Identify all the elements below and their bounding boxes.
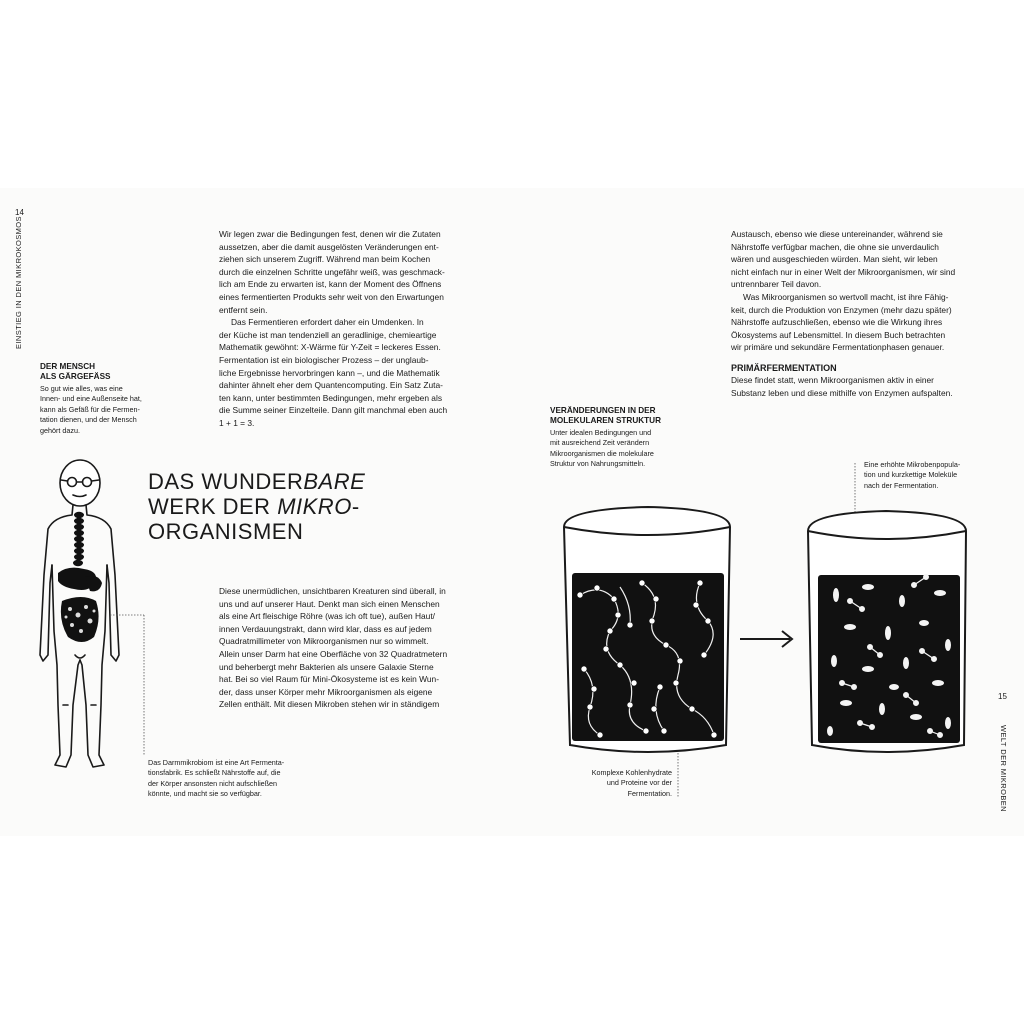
text-line: als eine Art fleischige Röhre (was ich oft tue), außen Haut/	[219, 611, 435, 622]
sidebar-line: So gut wie alles, was eine	[40, 384, 123, 393]
chapter-title	[148, 469, 365, 544]
diagram-heading-line2: MOLEKULAREN STRUKTUR	[550, 416, 661, 425]
text-line: Fermentation ist ein biologischer Prozess – der unglaub-	[219, 354, 429, 365]
fermentation-jars-illustration	[550, 455, 990, 800]
title-text: WERK DER	[148, 494, 278, 519]
sidebar-line: tation dienen, und der Mensch	[40, 415, 137, 425]
text-line: Wir legen zwar die Bedingungen fest, denen wir die Zutaten	[219, 229, 441, 239]
text-line: Nährstoffe aufzuschließen, ebenso wie die Wirkung ihres	[731, 317, 943, 328]
text-line: innen Verdauungstrakt, dann wird klar, dass es auf jedem	[219, 623, 432, 634]
diagram-text-line: Struktur von Nahrungsmitteln.	[550, 459, 646, 469]
text-line: eines fermentierten Produkts sehr weit von den Erwartungen	[219, 291, 444, 302]
text-line: keit, durch die Produktion von Enzymen (mehr dazu später)	[731, 304, 952, 315]
text-line: und beherbergt mehr Bakterien als unsere Galaxie Sterne	[219, 661, 434, 672]
arrow-icon	[740, 631, 792, 647]
section-heading: PRIMÄRFERMENTATION	[731, 362, 837, 373]
caption-line: Fermentation.	[627, 788, 672, 798]
diagram-text-line: mit ausreichend Zeit verändern	[550, 438, 650, 448]
text-line: Das Fermentieren erfordert daher ein Umdenken. In	[231, 317, 424, 328]
sidebar-text	[40, 384, 170, 436]
caption-line: tionsfabrik. Es schließt Nährstoffe auf, die	[148, 768, 281, 778]
text-line: Mathematik gewöhnt: X-Wärme für Y-Zeit = leckeres Essen.	[219, 342, 441, 353]
sidebar-line: kann als Gefäß für die Fermen-	[40, 404, 140, 414]
text-line: aussetzen, aber die damit ausgelösten Veränderungen ent-	[219, 241, 439, 252]
text-line: uns und auf unserer Haut. Denkt man sich einen Menschen	[219, 598, 440, 609]
caption-line: könnte, und macht sie so verfügbar.	[148, 789, 262, 799]
text-line: liche Ergebnisse hervorbringen kann –, und die Mathematik	[219, 367, 440, 378]
text-line: Allein unser Darm hat eine Oberfläche von 32 Quadratmetern	[219, 648, 448, 659]
title-text: ORGANISMEN	[148, 519, 304, 544]
text-line: hat. Bei so viel Raum für Mini-Ökosysteme ist es kein Wun-	[219, 674, 439, 685]
caption-line: Das Darmmikrobiom ist eine Art Fermenta-	[148, 758, 285, 767]
body-text-right	[731, 228, 991, 399]
sidebar-line: Innen- und eine Außenseite hat,	[40, 394, 142, 404]
text-line: Substanz leben und diese mithilfe von Enzymen aufspalten.	[731, 387, 953, 398]
text-line: durch die einzelnen Schritte ungefähr weiß, was geschmack-	[219, 266, 445, 277]
before-fermentation-caption	[560, 768, 672, 799]
text-line: Zellen enthält. Mit diesen Mikroben stehen wir in ständigem	[219, 699, 440, 710]
text-line: Quadratmillimeter von Mikroorganismen nur so wimmelt.	[219, 636, 429, 647]
caption-line: nach der Fermentation.	[864, 480, 939, 490]
caption-line: und Proteine vor der	[606, 778, 672, 788]
text-line: wären und ausgeschieden würden. Man sieht, wir leben	[731, 254, 938, 265]
title-text-italic: MIKRO	[277, 494, 352, 519]
title-text-italic: BARE	[303, 469, 366, 494]
text-line: untrennbarer Teil davon.	[731, 279, 822, 290]
sidebar-heading-line1: DER MENSCH	[40, 362, 96, 371]
running-head-right: WELT DER MIKROBEN	[998, 725, 1008, 812]
text-line: Ökosystems auf Lebensmittel. In diesem Buch betrachten	[731, 329, 946, 340]
text-line: nicht einfach nur in einer Welt der Mikroorganismen, wir sind	[731, 266, 956, 277]
text-line: Diese findet statt, wenn Mikroorganismen aktiv in einer	[731, 374, 934, 385]
caption-line: Eine erhöhte Mikrobenpopula-	[864, 460, 961, 469]
text-line: Was Mikroorganismen so wertvoll macht, ist ihre Fähig-	[743, 291, 949, 302]
body-text-left-top	[219, 228, 489, 430]
text-line: ziehen sich unserem Zugriff. Während man beim Kochen	[219, 254, 431, 265]
text-line: wir primäre und sekundäre Fermentationphasen genauer.	[731, 342, 945, 353]
jar-after	[808, 511, 966, 752]
jar-before	[564, 507, 730, 752]
title-text: -	[351, 494, 360, 519]
sidebar-heading-line2: ALS GÄRGEFÄSS	[40, 372, 111, 381]
text-line: der, dass unser Körper mehr Mikroorganismen als eigene	[219, 686, 433, 697]
diagram-heading-line1: VERÄNDERUNGEN IN DER	[550, 406, 656, 415]
gut-caption	[148, 758, 318, 800]
page-number-right: 15	[998, 692, 1007, 701]
text-line: Nährstoffe verfügbar machen, die ohne sie unverdaulich	[731, 241, 939, 252]
text-line: die Summe seiner Einzelteile. Dann gilt manchmal eben auch	[219, 405, 448, 416]
text-line: 1 + 1 = 3.	[219, 417, 255, 428]
human-gut-illustration	[28, 455, 153, 780]
diagram-text-line: Mikroorganismen die molekulare	[550, 448, 654, 458]
text-line: Austausch, ebenso wie diese untereinander, während sie	[731, 229, 943, 239]
body-text-left-bottom	[219, 585, 489, 711]
text-line: ten kann, unter bestimmten Bedingungen, mehr ergeben als	[219, 392, 443, 403]
page-number-left: 14	[15, 208, 24, 217]
caption-line: Komplexe Kohlenhydrate	[591, 768, 672, 777]
text-line: lich am Ende zu erwarten ist, kann der Moment des Öffnens	[219, 279, 442, 290]
sidebar-line: gehört dazu.	[40, 425, 80, 435]
running-head-left: EINSTIEG IN DEN MIKROKOSMOS	[13, 216, 23, 349]
caption-line: tion und kurzkettige Moleküle	[864, 470, 958, 480]
text-line: dahinter ähnelt eher dem Quantencomputing. Ein Satz Zuta-	[219, 380, 443, 391]
text-line: Diese unermüdlichen, unsichtbaren Kreaturen sind überall, in	[219, 586, 446, 596]
diagram-text-line: Unter idealen Bedingungen und	[550, 428, 652, 437]
text-line: der Küche ist man tendenziell an geradlinige, chemieartige	[219, 329, 437, 340]
sidebar-human-vessel	[40, 362, 170, 436]
title-text: DAS WUNDER	[148, 469, 304, 494]
text-line: entfernt sein.	[219, 304, 268, 315]
caption-line: der Körper ansonsten nicht aufschließen	[148, 778, 278, 788]
